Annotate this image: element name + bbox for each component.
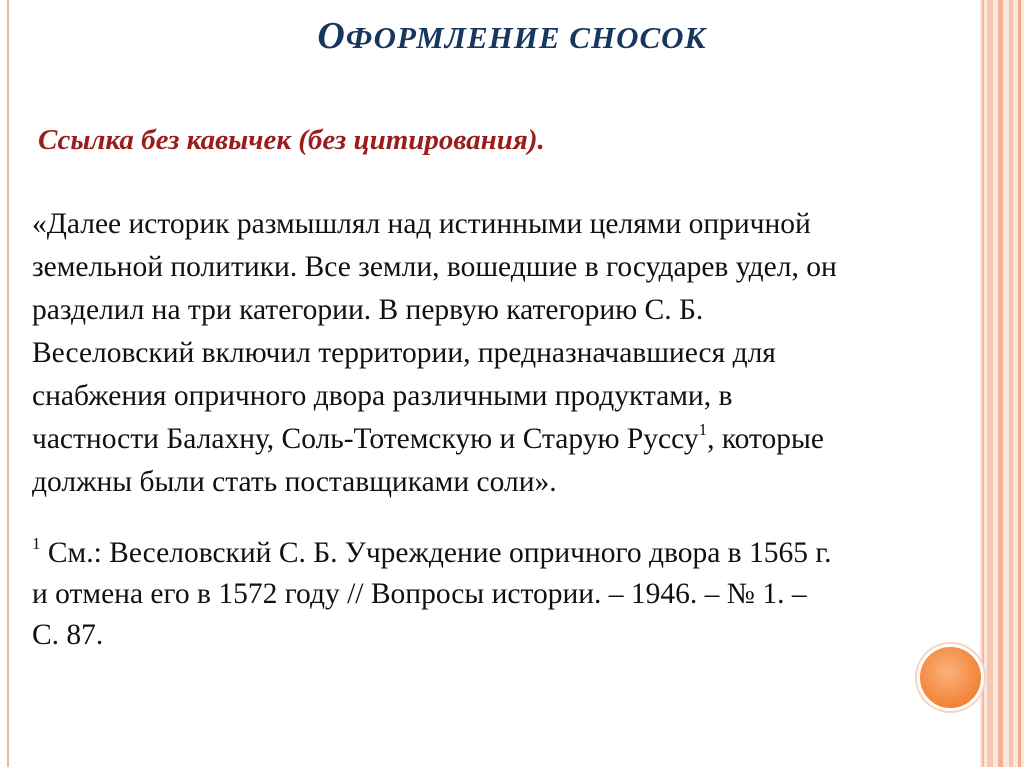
decorative-stripe: [982, 0, 984, 767]
slide-subtitle: Ссылка без кавычек (без цитирования).: [38, 124, 545, 156]
quote-line: земельной политики. Все земли, вошедшие в государев удел, он: [32, 251, 837, 283]
decorative-stripe: [987, 0, 993, 767]
quote-line-text: , которые: [707, 423, 824, 455]
title-rest: ФОРМЛЕНИЕ СНОСОК: [345, 20, 707, 55]
quote-line: Веселовский включил территории, предназначавшиеся для: [32, 337, 776, 369]
footnote-line: и отмена его в 1572 году // Вопросы истории. – 1946. – № 1. –: [32, 578, 807, 610]
quote-line: разделил на три категории. В первую категорию С. Б.: [32, 294, 704, 326]
footnote-line: С. 87.: [32, 619, 104, 651]
decorative-stripe: [1018, 0, 1021, 767]
quote-line: [32, 418, 962, 461]
footnote-mark: 1: [32, 534, 41, 553]
title-first-letter: О: [317, 15, 346, 57]
left-border-line: [7, 0, 9, 767]
quote-line-text: частности Балахну, Соль-Тотемскую и Старую Руссу: [32, 423, 699, 455]
decorative-stripe: [998, 0, 1003, 767]
quote-line: «Далее историк размышлял над истинными целями опричной: [32, 208, 811, 240]
footnote-line: [32, 533, 962, 574]
slide-title: [0, 14, 1024, 58]
decorative-stripe: [1009, 0, 1013, 767]
quote-line: снабжения опричного двора различными продуктами, в: [32, 380, 733, 412]
quote-paragraph: [32, 203, 962, 504]
quote-line: должны были стать поставщиками соли».: [32, 466, 557, 498]
footnote-reference: 1: [698, 420, 708, 439]
footnote-text: См.: Веселовский С. Б. Учреждение опричного двора в 1565 г.: [40, 537, 832, 569]
orange-circle-decoration: [917, 644, 984, 711]
footnote: [32, 533, 962, 656]
